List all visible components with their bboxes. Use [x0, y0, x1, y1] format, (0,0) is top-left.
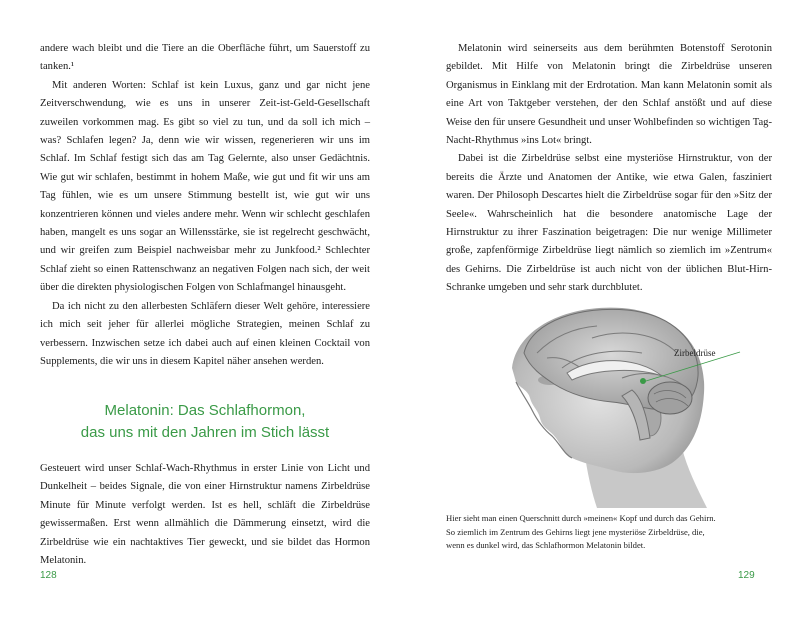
paragraph: Gesteuert wird unser Schlaf-Wach-Rhythmus in erster Linie von Licht und Dunkelheit – beides Signale, die von einer Hirnstruktur namens Zirbeldrüse Minute für Minute verfolgt werden. Ist es hell, schläft die Zirbeldrüse gewissermaßen. Erst wenn allmählich die Dämmerung einsetzt, wird die Zirbeldrüse wie ein nachtaktives Tier geweckt, und sie bildet das Hormon Melatonin. — [40, 463, 370, 567]
paragraph: Dabei ist die Zirbeldrüse selbst eine mysteriöse Hirnstruktur, von der bereits die Ärzte und Anatomen der Antike, wie etwa Galen, fasziniert waren. Der Philosoph Descartes hielt die Zirbeldrüse sogar für den »Sitz der Seele«. Wahrscheinlich hat die besondere anatomische Lage der Hirnstruktur zu ihrer Faszination beigetragen: Die nur wenige Millimeter große, zapfenförmige Zirbeldrüse liegt nämlich so ziemlich im »Zentrum« des Gehirns. Die Zirbeldrüse ist auch nicht von der üblichen Blut-Hirn-Schranke umgeben und sehr stark durchblutet. — [446, 153, 772, 294]
paragraph: Melatonin wird seinerseits aus dem berühmten Botenstoff Serotonin gebildet. Mit Hilfe von Melatonin bringt die Zirbeldrüse unseren Organismus in Einklang mit der Erdrotation. Man kann Melatonin somit als eine Art von Taktgeber verstehen, der den Schlaf anstößt und auf diese Weise den für unsere Gesundheit und unser Wohlbefinden so wichtigen Tag-Nacht-Rhythmus »ins Lot« bringt. — [446, 43, 772, 147]
figure-caption — [446, 512, 756, 553]
page-number-left: 128 — [40, 570, 57, 581]
paragraph: Da ich nicht zu den allerbesten Schläfern dieser Welt gehöre, interessiere ich mich seit jeher für allerlei mögliche Strategien, meinen Schlaf zu verbessern. Inzwischen setze ich dabei auch auf einen kleinen Cocktail von Supplements, die wir uns in diesem Kapitel näher ansehen werden. — [40, 300, 370, 367]
caption-line: Hier sieht man einen Querschnitt durch »meinen« Kopf und durch das Gehirn. — [446, 513, 716, 523]
left-bottom-text — [40, 460, 370, 570]
caption-line: So ziemlich im Zentrum des Gehirns liegt jene mysteriöse Zirbeldrüse, die, — [446, 526, 705, 537]
figure-label-zirbeldruese: Zirbeldrüse — [674, 348, 716, 358]
paragraph: Mit anderen Worten: Schlaf ist kein Luxus, ganz und gar nicht jene Zeitverschwendung, wie es uns in unserer Zeit-ist-Geld-Gesellschaft zuweilen vorkommen mag. Es gibt so viel zu tun, und da soll ich mich – was? Schlafen legen? Ja, denn wie wir wissen, regenerieren wir uns im Schlaf. Im Schlaf festigt sich das am Tag Gelernte, also unser Gedächtnis. Wie gut wir schlafen, bestimmt in hohem Maße, wie gut und fit wir uns am Tag fühlen, wie es um unsere Stimmung bestellt ist, wie gut wir uns konzentrieren können und vieles andere mehr. Wenn wir schlecht geschlafen haben, mangelt es uns sogar an Willensstärke, sie ist regelrecht geschwächt, und wir greifen zum Beispiel nachweisbar mehr zu Junkfood.² Schlechter Schlaf zieht so einen Rattenschwanz an negativen Folgen nach sich, der weit über die direkten physiologischen Folgen von Schlafmangel hinausgeht. — [40, 79, 370, 294]
cerebellum-shape — [648, 382, 692, 414]
brain-illustration — [472, 298, 742, 508]
left-top-text — [40, 40, 370, 371]
right-top-text — [446, 40, 772, 298]
paragraph: andere wach bleibt und die Tiere an die Oberfläche führt, um Sauerstoff zu tanken.¹ — [40, 43, 370, 73]
page-number-right: 129 — [738, 570, 755, 581]
caption-line: wenn es dunkel wird, das Schlafhormon Melatonin bildet. — [446, 540, 646, 550]
pineal-gland-marker — [640, 378, 646, 384]
head-cross-section-illustration — [472, 298, 742, 508]
heading-line-2: das uns mit den Jahren im Stich lässt — [80, 424, 330, 441]
section-heading — [40, 400, 370, 444]
right-page — [400, 0, 800, 637]
heading-line-1: Melatonin: Das Schlafhormon, — [104, 402, 306, 419]
